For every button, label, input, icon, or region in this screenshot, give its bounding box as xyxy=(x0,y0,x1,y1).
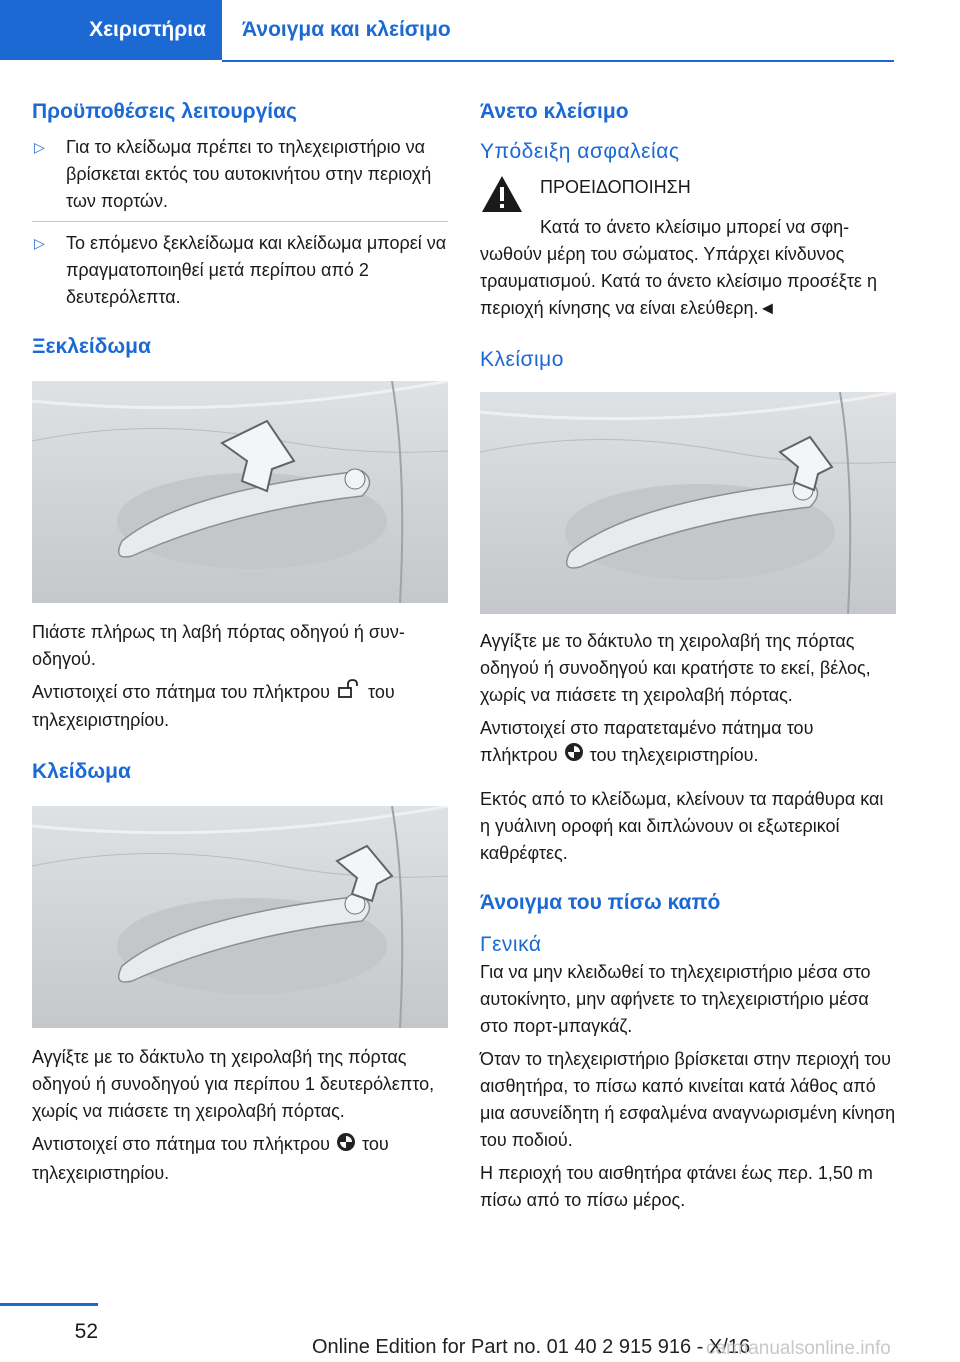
lock-text-1: Αγγίξτε με το δάκτυλο τη χειρολαβή της πόρτας οδηγού ή συνοδηγού για περίπου 1 δευτερόλεπτο, χωρίς να πιάσετε τη χειρολαβή πόρτας. xyxy=(32,1047,435,1122)
bullet-text: Το επόμενο ξεκλείδωμα και κλείδωμα μπορεί να πραγματοποιηθεί μετά περίπου από 2 δευτερόλεπτα. xyxy=(66,233,447,307)
unlock-text-1: Πιάστε πλήρως τη λαβή πόρτας οδηγού ή συνοδηγού. xyxy=(32,622,405,669)
general-text-1: Για να μην κλειδωθεί το τηλεχειριστήριο μέσα στο αυτοκίνητο, μην αφήνετε το τηλεχειριστήριο μέσα στο πορτ-μπαγκάζ. xyxy=(480,962,871,1037)
prereq-heading: Προϋποθέσεις λειτουργίας xyxy=(32,100,297,123)
lock-heading: Κλείδωμα xyxy=(32,760,131,784)
bmw-logo-icon xyxy=(336,1132,356,1160)
warning-title: ΠΡΟΕΙΔΟΠΟΙΗΣΗ xyxy=(540,177,691,197)
general-heading: Γενικά xyxy=(480,933,542,957)
bullet-item xyxy=(32,230,448,311)
unlock-key-icon xyxy=(336,679,362,707)
bullet-text: Για το κλείδωμα πρέπει το τηλεχειριστήριο να βρίσκεται εκτός του αυτοκινήτου στην περιοχή των πορτών. xyxy=(66,137,432,211)
unlock-heading: Ξεκλείδωμα xyxy=(32,335,151,358)
close-text-3: Εκτός από το κλείδωμα, κλείνουν τα παράθυρα και η γυάλινη οροφή και διπλώνουν οι εξωτερικοί καθρέφτες. xyxy=(480,789,884,864)
warning-box xyxy=(480,174,896,214)
general-text-2: Όταν το τηλεχειριστήριο βρίσκεται στην περιοχή του αισθητήρα, το πίσω καπό κινείται κατά λάθος από μια ασυνείδητη ή εσφαλμένα αναγνωρισμένη κίνηση του ποδιού. xyxy=(480,1049,896,1151)
triangle-bullet-icon: ▷ xyxy=(34,235,45,251)
close-text-1: Αγγίξτε με το δάκτυλο τη χειρολαβή της πόρτας οδηγού ή συνοδηγού και κρατήστε το εκεί, βέλος, χωρίς να πιάσετε τη χειρολαβή πόρτας. xyxy=(480,631,871,705)
header-rule xyxy=(222,60,894,62)
left-column xyxy=(32,98,448,1187)
right-column xyxy=(480,98,896,1214)
unlock-text-2: Αντιστοιχεί στο πάτημα του πλήκτρου του τηλεχειριστηρίου. xyxy=(32,679,448,734)
close-heading: Κλείσιμο xyxy=(480,348,564,371)
warning-triangle-icon xyxy=(480,174,540,214)
lock-text-2: Αντιστοιχεί στο πάτημα του πλήκτρου του τηλεχειριστηρίου. xyxy=(32,1131,448,1186)
bmw-logo-icon xyxy=(564,742,584,770)
footer-rule xyxy=(0,1303,98,1306)
safety-heading: Υπόδειξη ασφαλείας xyxy=(480,140,680,163)
bullet-item xyxy=(32,134,448,215)
page-header xyxy=(0,0,960,64)
trunk-heading: Άνοιγμα του πίσω καπό xyxy=(480,891,721,915)
warning-text: Κατά το άνετο κλείσιμο μπορεί να σφηνωθούν μέρη του σώματος. Υπάρχει κίνδυνος τραυματισμού. Κατά το άνετο κλείσιμο προσέξτε η περιοχή κίνησης να είναι ελεύθερη.◄ xyxy=(480,217,877,318)
page-number: 52 xyxy=(74,1320,98,1343)
comfort-close-heading: Άνετο κλείσιμο xyxy=(480,100,629,123)
triangle-bullet-icon: ▷ xyxy=(34,139,45,155)
close-text-2: Αντιστοιχεί στο παρατεταμένο πάτημα του πλήκτρου του τηλεχειριστηρίου. xyxy=(480,715,896,770)
chapter-tab[interactable]: Χειριστήρια xyxy=(0,0,222,60)
divider xyxy=(32,221,448,222)
watermark[interactable]: carmanualsonline.info xyxy=(706,1338,891,1359)
door-handle-lock-image xyxy=(32,806,448,1028)
section-tab[interactable]: Άνοιγμα και κλείσιμο xyxy=(222,0,451,60)
edition-text: Online Edition for Part no. 01 40 2 915 916 - X/16 xyxy=(312,1336,751,1358)
door-handle-close-image xyxy=(480,392,896,614)
general-text-3: Η περιοχή του αισθητήρα φτάνει έως περ. 1,50 m πίσω από το πίσω μέρος. xyxy=(480,1163,873,1211)
door-handle-unlock-image xyxy=(32,381,448,603)
